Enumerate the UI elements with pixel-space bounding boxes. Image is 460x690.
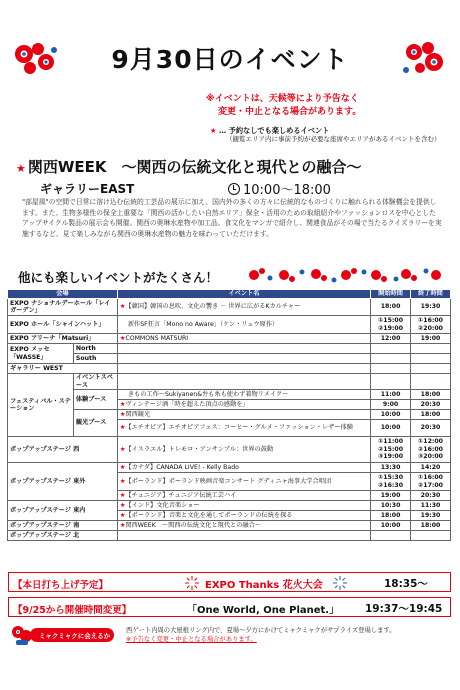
event-cell — [117, 410, 370, 420]
star-icon: ★ — [119, 477, 126, 485]
column-header-start: 開始時間 — [371, 290, 411, 299]
page-title: 9月30日のイベント — [111, 45, 349, 74]
legend-line-2: （観覧エリア内に事前予約が必要な座席やエリアがあるイベントを含む） — [226, 135, 441, 143]
start-time-cell — [371, 531, 411, 541]
other-events-heading: 他にも楽しいイベントがたくさん！ — [18, 270, 219, 285]
end-time-cell: 19:30 — [411, 299, 451, 316]
venue-cell: EXPO メッセ「WASSE」 — [8, 344, 74, 364]
venue-cell: ポップアップステージ 東内 — [8, 501, 118, 521]
star-icon: ★ — [119, 445, 126, 453]
event-cell — [117, 501, 370, 511]
star-icon: ★ — [210, 126, 217, 135]
venue-cell: EXPO アリーナ「Matsuri」 — [8, 334, 118, 344]
end-time-cell — [411, 344, 451, 354]
end-time-cell: 20:30 — [411, 420, 451, 437]
event-cell — [117, 463, 370, 473]
sub-venue-cell: 観光ブース — [73, 410, 117, 437]
table-header-row — [8, 290, 451, 299]
star-icon: ★ — [119, 424, 126, 432]
star-icon: ★ — [119, 303, 126, 311]
schedule-change-banner — [8, 597, 451, 617]
venue-cell: ギャラリー WEST — [8, 364, 118, 374]
end-time-cell: 20:30 — [411, 400, 451, 410]
schedule-change-time: 19:37～19:45 — [365, 603, 443, 615]
column-header-venue: 会場 — [8, 290, 118, 299]
table-row — [8, 463, 451, 473]
sub-venue-cell: 体験ブース — [73, 390, 117, 410]
table-row — [8, 521, 451, 531]
event-cell: きもの工作～Sukiyanen&弁も糸も使わず着物リメイク～ — [117, 390, 370, 400]
event-cell — [117, 400, 370, 410]
feature-heading — [16, 156, 362, 177]
start-time-cell: 11:00 — [371, 390, 411, 400]
end-time-cell — [411, 354, 451, 364]
venue-cell: ポップアップステージ 西 — [8, 437, 118, 463]
star-icon: ★ — [119, 491, 126, 499]
event-name: 【ポーランド】音楽と文化を通してポーランドの伝統を探る — [125, 511, 293, 519]
table-row — [8, 501, 451, 511]
event-name: 【イスラエル】トレモロ・アンサンブル：世界の鼓動 — [125, 445, 274, 453]
myaku-myaku-decoration-row — [246, 266, 446, 284]
start-time-cell: 10:00 — [371, 410, 411, 420]
event-name: 【エチオピア】エチオピアフェス：コーヒー・グルメ・ファッション・レザー体験 — [125, 424, 353, 432]
end-time-cell: 20:30 — [411, 491, 451, 501]
venue-cell: EXPO ホール「シャインハット」 — [8, 316, 118, 334]
notice — [206, 93, 361, 119]
feature-location: ギャラリーEAST — [40, 182, 135, 196]
start-time-cell — [371, 344, 411, 354]
firework-icon — [185, 576, 199, 590]
fireworks-label: 【本日打ち上げ予定】 — [13, 580, 109, 591]
event-cell — [117, 344, 370, 354]
event-name: 【チュニジア】チュニジア伝統工芸ハイ — [125, 491, 237, 499]
sub-venue-cell: イベントスペース — [73, 374, 117, 390]
start-time-cell: ①15:30 ②16:30 — [371, 473, 411, 491]
event-cell — [117, 491, 370, 501]
table-row — [8, 437, 451, 463]
table-row — [8, 531, 451, 541]
event-cell — [117, 299, 370, 316]
notice-line-2: 変更・中止となる場合があります。 — [218, 107, 362, 117]
event-cell — [117, 521, 370, 531]
fireworks-banner — [8, 572, 451, 592]
event-cell — [117, 374, 370, 390]
feature-time-text: 10:00～18:00 — [243, 183, 331, 198]
end-time-cell: ①12:00 ②16:00 ③20:00 — [411, 437, 451, 463]
end-time-cell: 11:30 — [411, 501, 451, 511]
events-table — [7, 289, 451, 541]
start-time-cell — [371, 374, 411, 390]
event-cell — [117, 511, 370, 521]
event-name: 関西WEEK ～関西の伝統文化と現代との融合～ — [125, 521, 261, 529]
end-time-cell: 14:20 — [411, 463, 451, 473]
star-icon: ★ — [16, 162, 26, 175]
feature-title: 関西WEEK ～関西の伝統文化と現代との融合～ — [27, 158, 362, 176]
column-header-event: イベント名 — [117, 290, 370, 299]
venue-cell: EXPO ナショナルデーホール「レイガーデン」 — [8, 299, 118, 316]
end-time-cell: 18:00 — [411, 390, 451, 400]
end-time-cell: 18:00 — [411, 410, 451, 420]
venue-cell: ポップアップステージ 東外 — [8, 463, 118, 501]
event-cell — [117, 420, 370, 437]
start-time-cell: 9:00 — [371, 400, 411, 410]
start-time-cell: 18:00 — [371, 511, 411, 521]
start-time-cell: 19:00 — [371, 491, 411, 501]
star-icon: ★ — [119, 521, 126, 529]
table-row — [8, 364, 451, 374]
event-cell — [117, 473, 370, 491]
footer-note — [126, 626, 446, 644]
event-name: ヴィンテージ酒「時を超えた頂点の感動を」 — [125, 400, 249, 408]
event-name: 【カナダ】CANADA LIVE! - Kelly Bado — [125, 463, 239, 471]
clock-icon — [228, 183, 240, 195]
feature-time — [228, 179, 331, 198]
sub-venue-cell: North — [73, 344, 117, 354]
table-row — [8, 316, 451, 334]
legend-line-1: … 予約なしでも楽しめるイベント — [218, 126, 330, 135]
star-icon: ★ — [119, 511, 126, 519]
firework-icon — [333, 576, 347, 590]
table-row — [8, 390, 451, 400]
star-icon: ★ — [119, 334, 126, 342]
end-time-cell: ①16:00 ②20:00 — [411, 316, 451, 334]
schedule-change-label: 【9/25から開催時間変更】 — [13, 605, 132, 616]
end-time-cell — [411, 364, 451, 374]
free-events-legend — [210, 126, 441, 144]
table-row — [8, 354, 451, 364]
end-time-cell — [411, 374, 451, 390]
start-time-cell: 10:30 — [371, 501, 411, 511]
schedule-change-event: 「One World, One Planet.」 — [187, 605, 340, 616]
end-time-cell: 19:30 — [411, 511, 451, 521]
start-time-cell: 10:00 — [371, 521, 411, 531]
end-time-cell — [411, 531, 451, 541]
event-name: 【インド】文化音楽ショー — [125, 501, 200, 509]
star-icon: ★ — [119, 400, 126, 408]
start-time-cell: 10:00 — [371, 420, 411, 437]
start-time-cell: 13:30 — [371, 463, 411, 473]
footer-line-1: 西ゲート内周の大屋根リング内で、夏場～夕方にかけてミャクミャクがサプライズ登場します。 — [126, 627, 396, 634]
event-name: 【ポーランド】ポーランド映画音楽コンサート グディニャ海事大学合唱団 — [125, 477, 332, 485]
event-cell — [117, 531, 370, 541]
start-time-cell: ①11:00 ②15:00 ③19:00 — [371, 437, 411, 463]
start-time-cell: 18:00 — [371, 299, 411, 316]
event-cell — [117, 334, 370, 344]
event-cell — [117, 437, 370, 463]
star-icon: ★ — [119, 501, 126, 509]
notice-line-1: ※イベントは、天候等により予告なく — [206, 94, 359, 104]
start-time-cell: 12:00 — [371, 334, 411, 344]
end-time-cell: 19:00 — [411, 334, 451, 344]
fireworks-time: 18:35～ — [384, 578, 428, 590]
event-name: 【韓国】韓国の息吹、文化の響き － 世界に広がるKカルチャー — [125, 303, 301, 311]
event-cell: 新作SF狂言「Mono no Aware」（ケン・リュウ原作） — [117, 316, 370, 334]
event-name: COMMONS MATSURI — [125, 334, 189, 342]
footer-line-2: ※予告なく変更・中止となる場合があります。 — [126, 636, 257, 643]
table-row — [8, 344, 451, 354]
event-cell — [117, 364, 370, 374]
table-row — [8, 334, 451, 344]
table-row — [8, 374, 451, 390]
start-time-cell — [371, 354, 411, 364]
star-icon: ★ — [119, 463, 126, 471]
sub-venue-cell: South — [73, 354, 117, 364]
fireworks-event: EXPO Thanks 花火大会 — [205, 580, 323, 591]
event-cell — [117, 354, 370, 364]
end-time-cell: 18:00 — [411, 521, 451, 531]
table-row — [8, 299, 451, 316]
venue-cell: フェスティバル・ステーション — [8, 374, 74, 437]
venue-cell: ポップアップステージ 北 — [8, 531, 118, 541]
table-row — [8, 410, 451, 420]
mascot-badge: ミャクミャクに会えるかも!! — [30, 628, 114, 642]
end-time-cell: ①16:00 ②17:00 — [411, 473, 451, 491]
start-time-cell: ①15:00 ②19:00 — [371, 316, 411, 334]
event-name: 関西観光 — [125, 410, 151, 418]
star-icon: ★ — [119, 410, 126, 418]
column-header-end: 終了時間 — [411, 290, 451, 299]
venue-cell: ポップアップステージ 南 — [8, 521, 118, 531]
start-time-cell — [371, 364, 411, 374]
feature-description: "部屋風"の空間で日常に溶け込む伝統的工芸品の展示に加え、国内外の多くの方々に伝統的なものづくりに触れられる体験機会を提供します。また、生物多様性の保全上重要な「関西の活かしたい自然エリア」保全・活用のための取組紹介やファッションロスを中心としたアップサイクル製品の展示会も開催。関西の奥琳水産物や加工品、食文化をマンガで紹介し、関連食品がその場で当たるクイズラリーを実施するなど、見て楽しみながら関西の奥琳水産物の魅力を味わっていただけます。 — [22, 198, 442, 238]
